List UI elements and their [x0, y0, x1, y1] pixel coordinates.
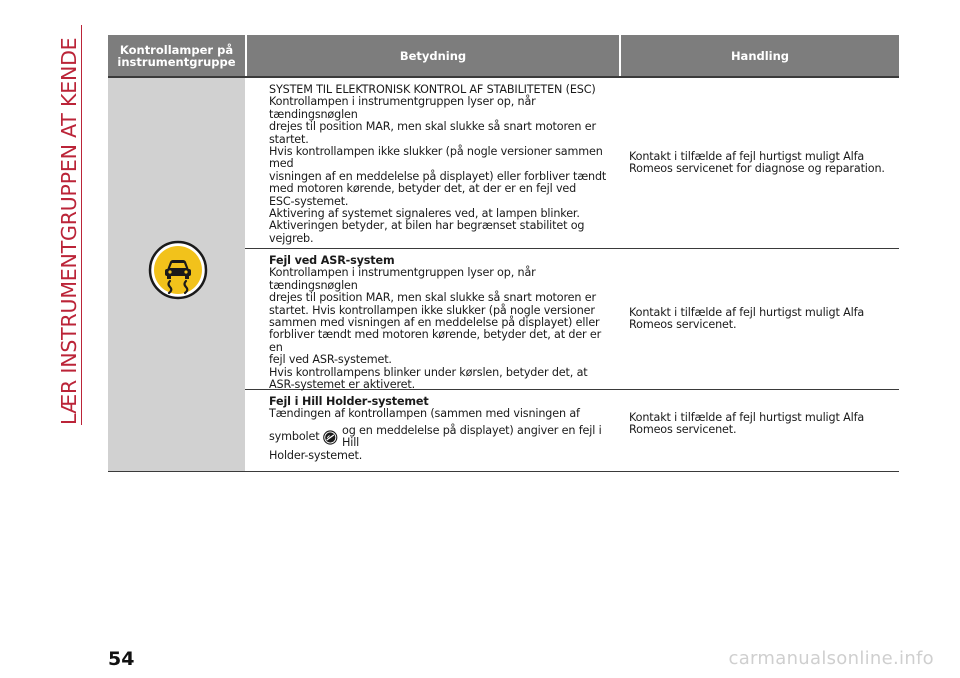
table-rows — [245, 78, 899, 471]
header-lamp-text: Kontrollamper på instrumentgruppe — [117, 42, 236, 69]
row-body-line1: Tændingen af kontrollampen (sammen med visningen af — [269, 407, 580, 421]
table-row — [245, 78, 899, 249]
section-side-title — [52, 25, 86, 425]
side-title-underline — [81, 25, 82, 425]
lamp-column — [108, 78, 245, 471]
esc-skid-car-icon — [148, 240, 208, 300]
header-lamp — [108, 35, 245, 76]
table-row — [245, 390, 899, 471]
table-body — [108, 78, 899, 472]
meaning-cell — [245, 249, 619, 392]
table-header — [108, 35, 899, 78]
row-body: Kontrollampen i instrumentgruppen lyser op, når tændingsnøglen drejes til position MAR, men skal slukke så snart motoren er startet. Hvis kontrollampen ikke slukker (på nogle versioner sammen med visningen af en meddelelse på displayet) eller forbliver tændt med motoren kørende, betyder det, at der er en fejl ved ASR-systemet. Hvis kontrollampens blinker under kørslen, betyder det, at ASR-systemet er aktiveret. — [269, 266, 602, 392]
row-body-line2-pre: symbolet — [269, 430, 320, 444]
page-number: 54 — [108, 648, 135, 670]
warning-lamp-table — [108, 35, 899, 472]
row-body: Kontrollampen i instrumentgruppen lyser op, når tændingsnøglen drejes til position MAR, men skal slukke så snart motoren er startet. Hvis kontrollampen ikke slukker (på nogle versioner sammen med visningen af en meddelelse på displayet) eller forbliver tændt med motoren kørende, betyder det, at der er en fejl ved ESC-systemet. Aktivering af systemet signaleres ved, at lampen blinker. Aktiveringen betyder, at bilen har begrænset stabilitet og vejgreb. — [269, 95, 607, 245]
row-body-line2 — [269, 425, 613, 450]
row-heading: Fejl ved ASR-system — [269, 254, 395, 267]
header-meaning: Betydning — [245, 35, 621, 76]
row-heading: SYSTEM TIL ELEKTRONISK KONTROL AF STABILITETEN (ESC) — [269, 83, 596, 96]
meaning-cell — [245, 78, 619, 248]
row-action: Kontakt i tilfælde af fejl hurtigst muligt Alfa Romeos servicenet. — [629, 305, 865, 331]
row-body-line3: Holder-systemet. — [269, 448, 363, 462]
meaning-cell — [245, 390, 619, 471]
action-cell — [619, 78, 899, 248]
section-side-title-text: LÆR INSTRUMENTGRUPPEN AT KENDE — [57, 37, 81, 425]
row-body-line2-post: og en meddelelse på displayet) angiver en fejl i Hill — [342, 423, 602, 450]
row-action: Kontakt i tilfælde af fejl hurtigst muligt Alfa Romeos servicenet. — [629, 411, 865, 437]
hill-holder-warning-icon — [323, 430, 338, 445]
watermark-text: carmanualsonline.info — [728, 648, 934, 669]
row-heading: Fejl i Hill Holder-systemet — [269, 395, 429, 408]
table-row — [245, 249, 899, 390]
header-action: Handling — [730, 48, 790, 63]
row-action: Kontakt i tilfælde af fejl hurtigst muligt Alfa Romeos servicenet for diagnose og reparation. — [629, 149, 885, 175]
action-cell — [619, 249, 899, 389]
action-cell — [619, 390, 899, 471]
